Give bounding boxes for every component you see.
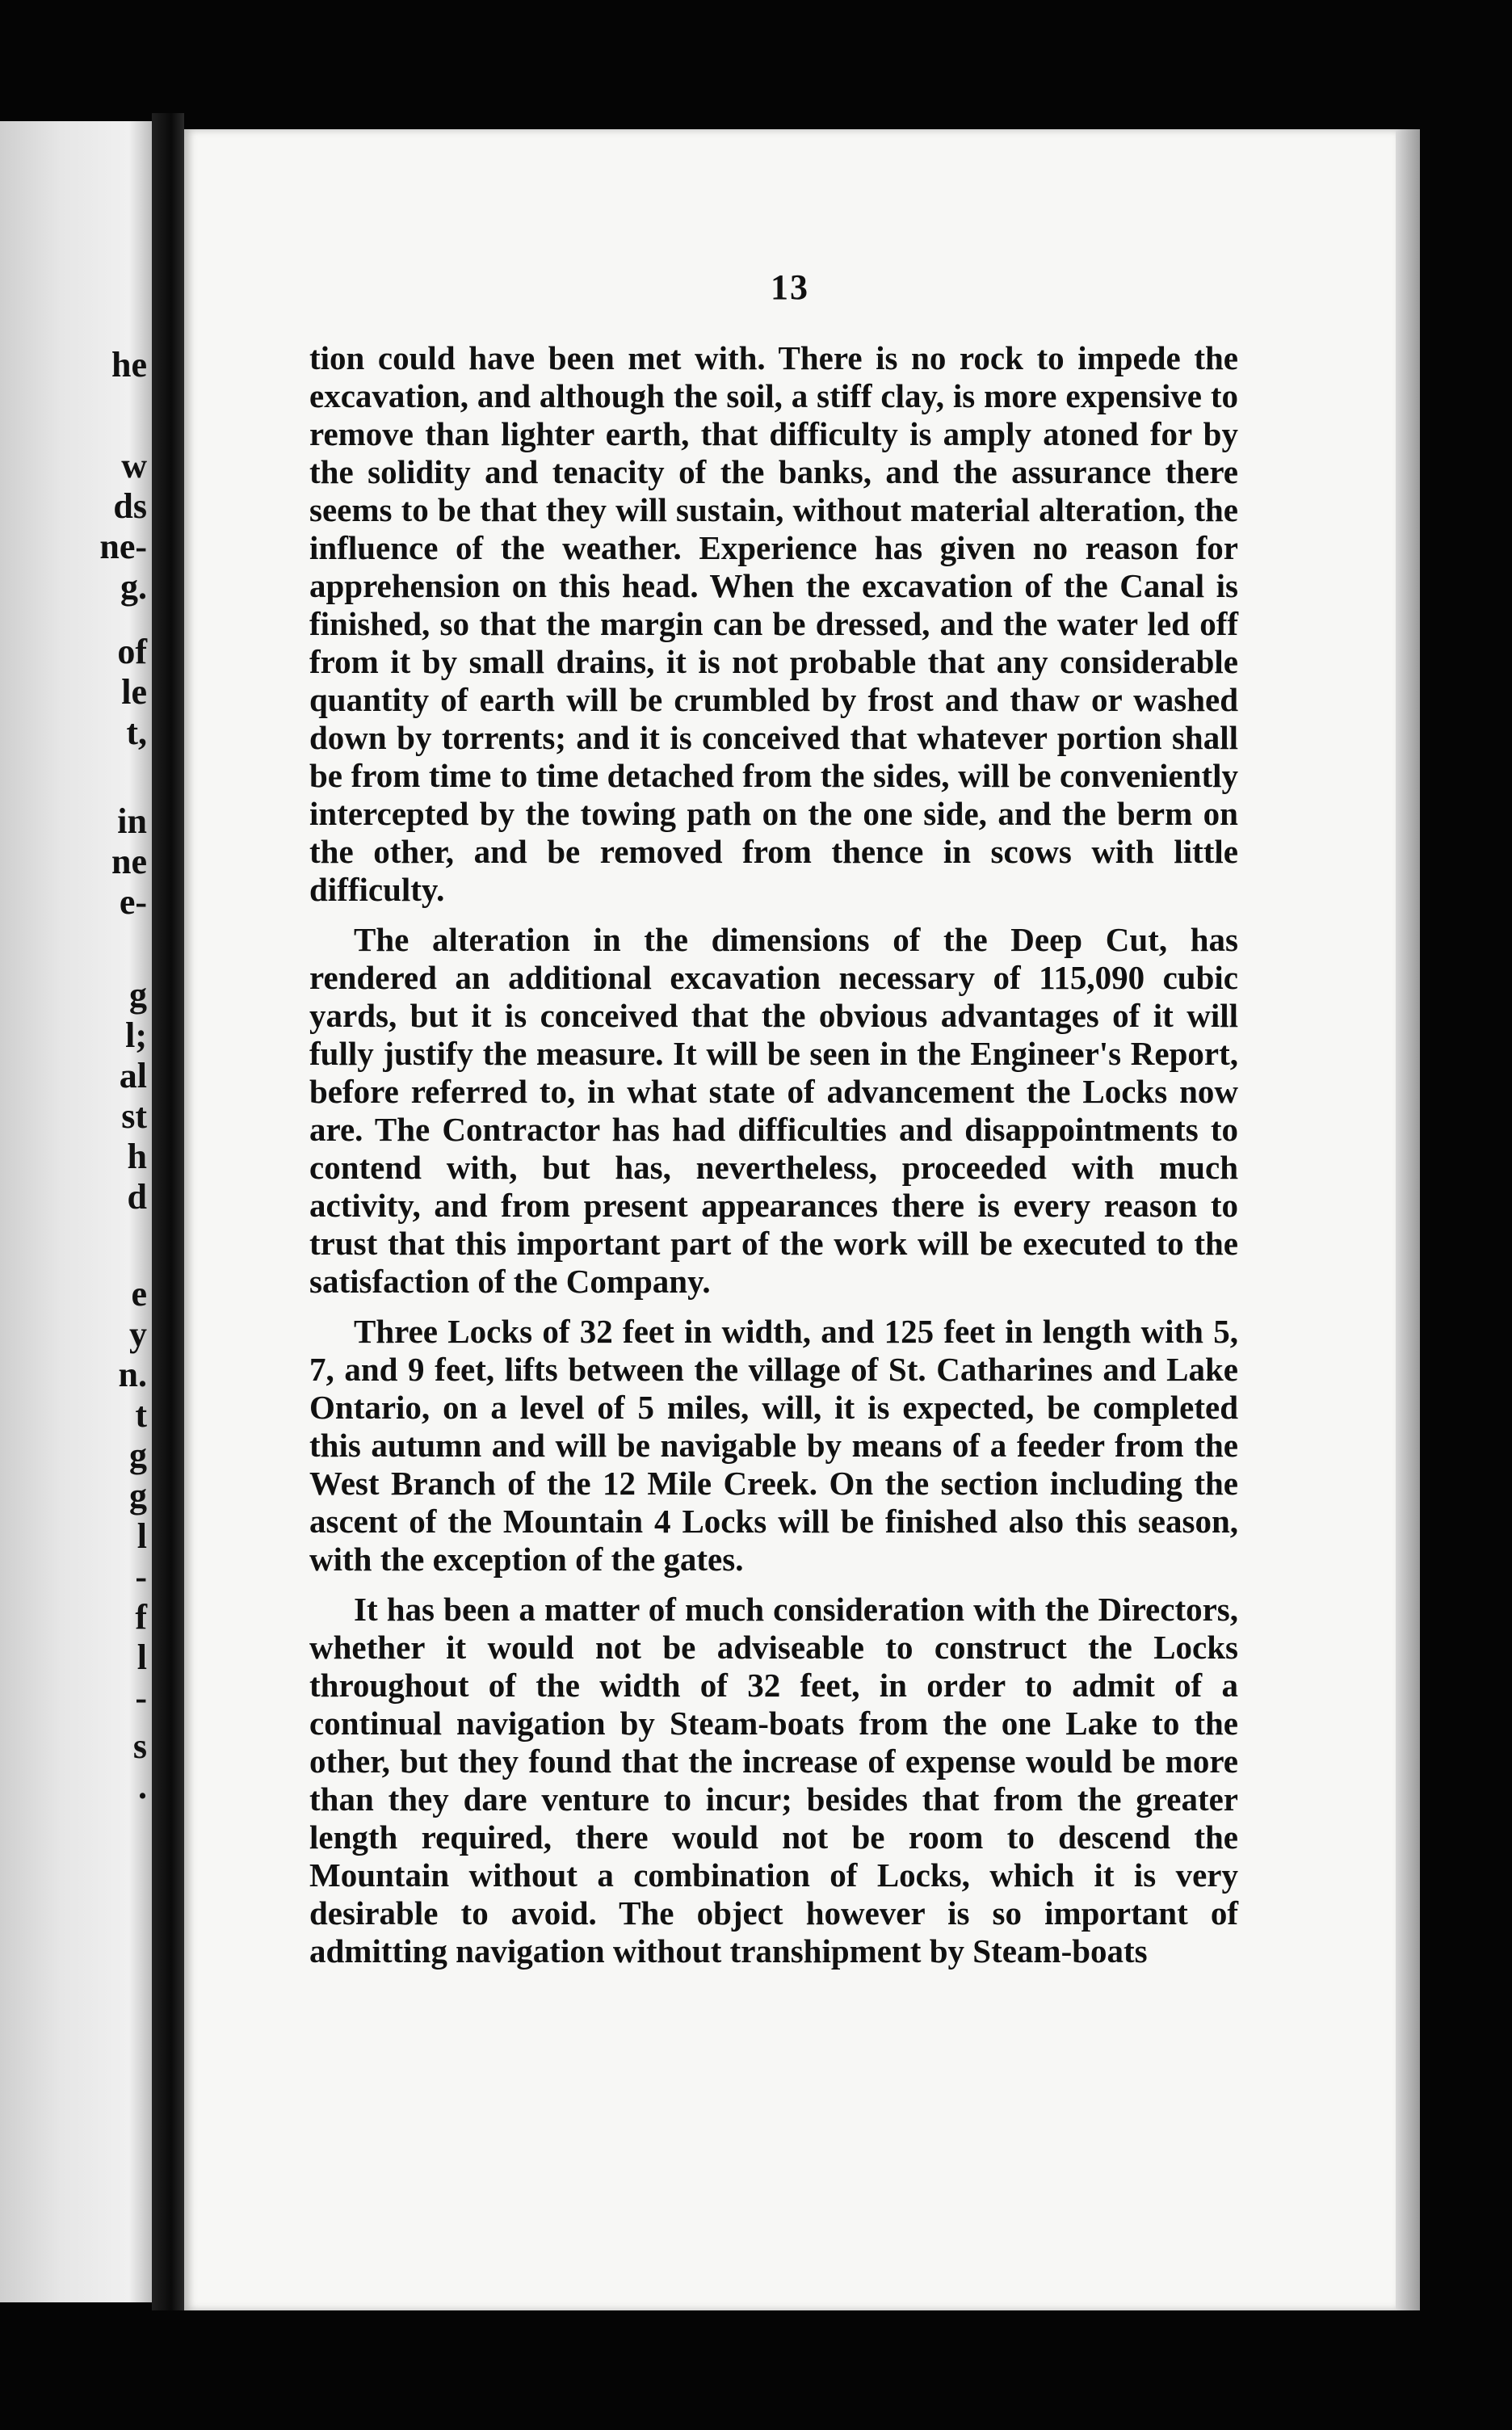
facing-page-fragment: st — [121, 1096, 147, 1136]
book-gutter — [152, 113, 184, 2310]
facing-page-fragment: in — [117, 801, 147, 841]
facing-page-fragment: le — [121, 672, 147, 712]
facing-page-fragment: g — [129, 1436, 147, 1475]
facing-page-fragment: ne- — [99, 527, 147, 566]
facing-page-fragment: . — [138, 1767, 147, 1806]
facing-page-fragment: f — [135, 1597, 147, 1637]
facing-page-fragment: he — [111, 345, 147, 385]
facing-page-fragment: g — [129, 975, 147, 1015]
facing-page-fragment: t, — [126, 713, 147, 752]
facing-page-fragment: of — [117, 632, 147, 671]
paragraph: tion could have been met with. There is no rock to impede the excavation, and although the soil, a stiff clay, is more expensive to remove than lighter earth, that difficulty is amply atoned for by the solidity and tenacity of the banks, and the assurance there seems to be that they will sustain, without material alteration, the influence of the weather. Experience has given no reason for apprehension on this head. When the excavation of the Canal is finished, so that the margin can be dressed, and the water led off from it by small drains, it is not probable that any considerable quantity of earth will be crumbled by frost and thaw or washed down by torrents; and it is conceived that whatever portion shall be from time to time detached from the sides, will be conveniently intercepted by the towing path on the one side, and the berm on the other, and be removed from thence in scows with little difficulty. — [309, 339, 1238, 908]
facing-page-fragment: al — [119, 1056, 147, 1095]
facing-page-fragment: w — [121, 446, 147, 486]
facing-page-fragment: - — [135, 1557, 147, 1596]
page-number: 13 — [771, 267, 809, 307]
facing-page-edge — [0, 121, 152, 2302]
facing-page-fragment: y — [129, 1314, 147, 1354]
facing-page-fragment: h — [127, 1137, 147, 1176]
paragraph: Three Locks of 32 feet in width, and 125 feet in length with 5, 7, and 9 feet, lifts between the village of St. Catharines and Lake Ontario, on a level of 5 miles, will, it is expected, be completed this autumn and will be navigable by means of a feeder from the West Branch of the 12 Mile Creek. On the section including the ascent of the Mountain 4 Locks will be finished also this season, with the exception of the gates. — [309, 1313, 1238, 1578]
paragraph: It has been a matter of much consideration with the Directors, whether it would not be adviseable to construct the Locks throughout of the width of 32 feet, in order to admit of a continual navigation by Steam-boats from the one Lake to the other, but they found that the increase of expense would be more than they dare venture to incur; besides that from the greater length required, there would not be room to descend the Mountain without a combination of Locks, which it is very desirable to avoid. The object however is so important of admitting navigation without transhipment by Steam-boats — [309, 1591, 1238, 1970]
facing-page-fragment: l; — [125, 1015, 147, 1055]
facing-page-fragment: ne — [111, 842, 147, 881]
facing-page-fragment: e — [131, 1274, 147, 1314]
facing-page-fragment: ds — [113, 486, 147, 526]
facing-page-fragment: n. — [118, 1355, 147, 1394]
paragraph: The alteration in the dimensions of the Deep Cut, has rendered an additional excavation necessary of 115,090 cubic yards, but it is conceived that the obvious advantages of it will fully justify the measure. It will be seen in the Engineer's Report, before referred to, in what state of advancement the Locks now are. The Contractor has had difficulties and disappointments to contend with, but has, nevertheless, proceeded with much activity, and from present appearances there is every reason to trust that this important part of the work will be executed to the satisfaction of the Company. — [309, 921, 1238, 1300]
facing-page-fragment: t — [135, 1395, 147, 1435]
facing-page-fragment: l — [136, 1638, 147, 1677]
facing-page-fragment: e- — [119, 882, 147, 922]
book-page — [184, 129, 1396, 2310]
facing-page-fragment: l — [136, 1516, 147, 1556]
page-right-edge — [1396, 129, 1420, 2310]
facing-page-fragment: g — [129, 1476, 147, 1516]
facing-page-fragment: d — [127, 1177, 147, 1217]
facing-page-fragment: s — [132, 1726, 147, 1766]
body-text — [309, 339, 1238, 1982]
facing-page-fragment: g. — [120, 567, 147, 607]
facing-page-fragment: - — [135, 1678, 147, 1717]
